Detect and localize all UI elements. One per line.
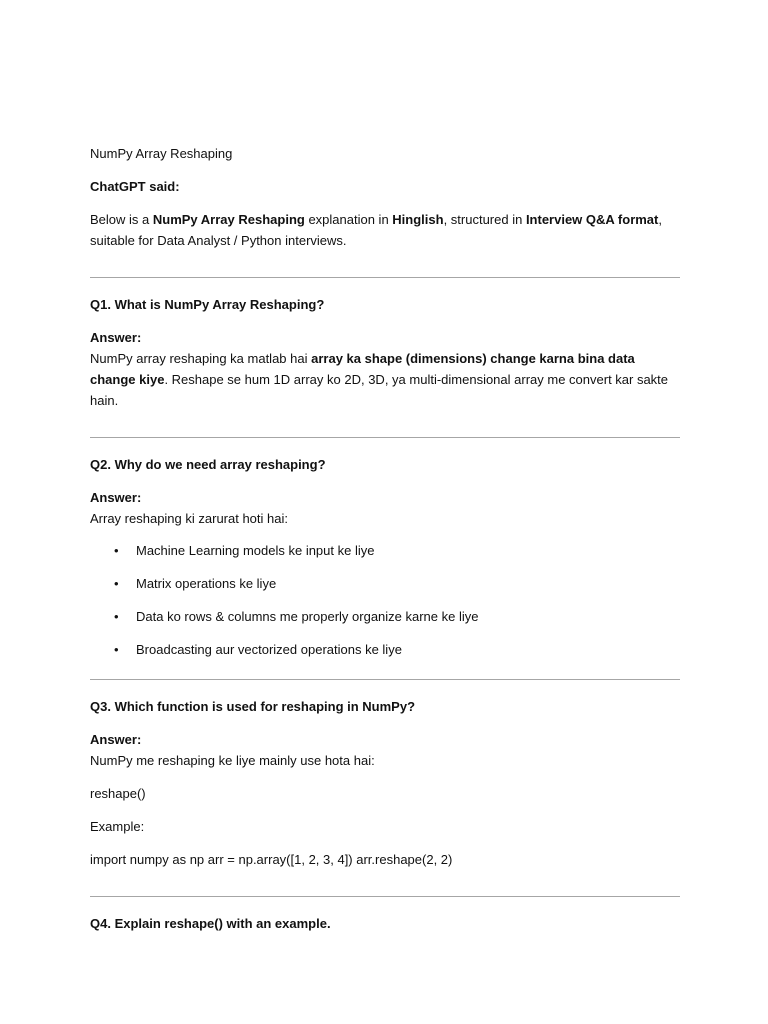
intro-text-3: , structured in xyxy=(443,212,526,227)
list-item xyxy=(90,606,680,627)
question-3: Q3. Which function is used for reshaping in NumPy? xyxy=(90,699,416,714)
intro-text-2: explanation in xyxy=(304,212,393,227)
answer-1-text-1: NumPy array reshaping ka matlab hai xyxy=(90,351,312,366)
answer-1-text xyxy=(90,348,680,411)
document-title: NumPy Array Reshaping xyxy=(90,146,233,161)
list-item-text: Data ko rows & columns me properly organize karne ke liye xyxy=(136,609,479,624)
divider xyxy=(90,437,680,438)
list-item xyxy=(90,639,680,660)
divider xyxy=(90,277,680,278)
intro-paragraph xyxy=(90,209,680,251)
question-1: Q1. What is NumPy Array Reshaping? xyxy=(90,297,325,312)
divider xyxy=(90,896,680,897)
list-item xyxy=(90,573,680,594)
example-label: Example: xyxy=(90,819,145,834)
answer-1-bold: array ka shape (dimensions) change karna bina data change kiye xyxy=(90,351,635,387)
list-item-text: Broadcasting aur vectorized operations ke liye xyxy=(136,642,402,657)
question-2: Q2. Why do we need array reshaping? xyxy=(90,457,326,472)
bullet-icon: • xyxy=(114,543,119,558)
answer-label-3: Answer: xyxy=(90,732,142,747)
intro-bold-2: Hinglish xyxy=(392,212,444,227)
intro-bold-1: NumPy Array Reshaping xyxy=(152,212,305,227)
reasons-list xyxy=(90,540,680,660)
bullet-icon: • xyxy=(114,609,119,624)
document-page xyxy=(90,143,680,946)
list-item-text: Matrix operations ke liye xyxy=(136,576,277,591)
intro-text-1: Below is a xyxy=(90,212,153,227)
intro-bold-3: Interview Q&A format xyxy=(525,212,659,227)
bullet-icon: • xyxy=(114,642,119,657)
intro-text-4: , suitable for Data Analyst / Python interviews. xyxy=(90,212,662,248)
list-item-text: Machine Learning models ke input ke liye xyxy=(136,543,375,558)
divider xyxy=(90,679,680,680)
example-code: import numpy as np arr = np.array([1, 2, 3, 4]) arr.reshape(2, 2) xyxy=(90,852,453,867)
answer-1-text-2: . Reshape se hum 1D array ko 2D, 3D, ya multi-dimensional array me convert kar sakte hain. xyxy=(90,372,669,408)
answer-2-lead: Array reshaping ki zarurat hoti hai: xyxy=(90,511,288,526)
answer-label-1: Answer: xyxy=(90,330,142,345)
answer-3-lead: NumPy me reshaping ke liye mainly use hota hai: xyxy=(90,753,375,768)
answer-label-2: Answer: xyxy=(90,490,142,505)
chatgpt-said-label: ChatGPT said: xyxy=(90,179,180,194)
function-name: reshape() xyxy=(90,786,146,801)
question-4: Q4. Explain reshape() with an example. xyxy=(90,916,331,931)
bullet-icon: • xyxy=(114,576,119,591)
list-item xyxy=(90,540,680,561)
